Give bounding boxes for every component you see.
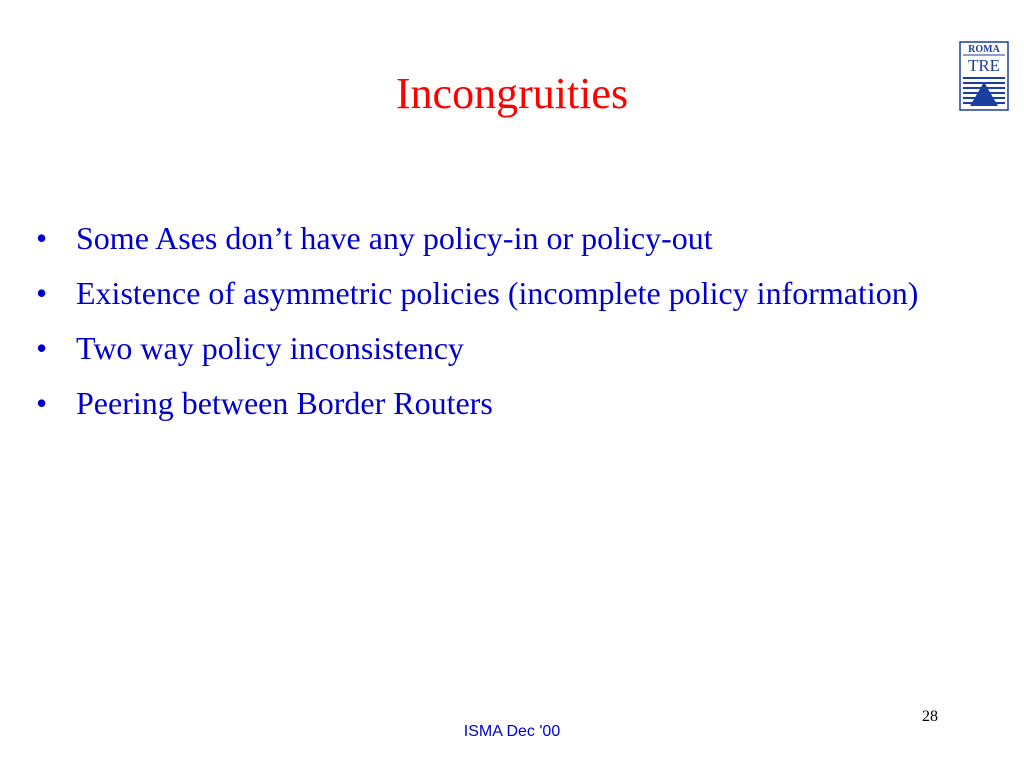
bullet-item (34, 379, 934, 427)
bullet-item (34, 214, 934, 262)
footer-text: ISMA Dec '00 (463, 723, 561, 740)
bullet-glyph: • (36, 275, 48, 311)
slide-title: Incongruities (395, 69, 629, 118)
bullet-text: Two way policy inconsistency (76, 330, 464, 366)
bullet-list (34, 214, 934, 434)
bullet-item (34, 269, 934, 317)
page-number: 28 (922, 708, 938, 725)
logo-text-roma: ROMA (968, 44, 1000, 55)
bullet-text: Existence of asymmetric policies (incomplete policy information) (76, 275, 919, 311)
bullet-text: Some Ases don’t have any policy-in or policy-out (76, 220, 713, 256)
bullet-item (34, 324, 934, 372)
bullet-text: Peering between Border Routers (76, 385, 493, 421)
bullet-glyph: • (36, 330, 48, 366)
logo-text-tre: TRE (967, 56, 1001, 75)
roma-tre-logo (958, 40, 1010, 112)
bullet-glyph: • (36, 220, 48, 256)
bullet-glyph: • (36, 385, 48, 421)
